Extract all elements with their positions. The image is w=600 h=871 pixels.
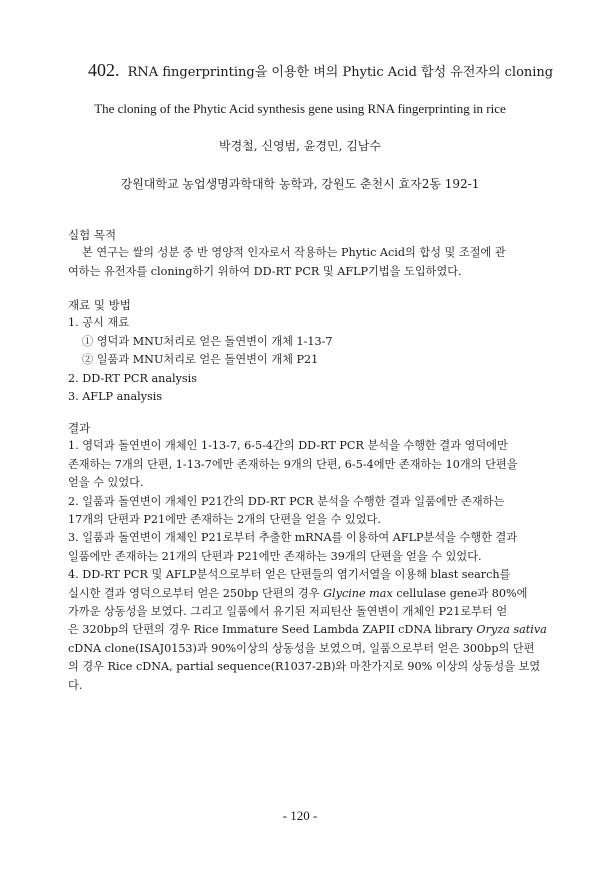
result-line: 1. 영덕과 돌연변이 개체인 1-13-7, 6-5-4간의 DD-RT PCR 분석을 수행한 결과 영덕에만 <box>68 439 508 453</box>
results-heading: 결과 <box>68 421 91 435</box>
objective-line: 여하는 유전자를 cloning하기 위하여 DD-RT PCR 및 AFLP기법을 도입하였다. <box>68 264 462 278</box>
methods-heading: 재료 및 방법 <box>68 298 131 312</box>
objective-heading: 실험 목적 <box>68 228 117 242</box>
english-title: The cloning of the Phytic Acid synthesis gene using RNA fingerprinting in rice <box>94 101 506 116</box>
methods-subitem: ② 일품과 MNU처리로 얻은 돌연변이 개체 P21 <box>82 353 319 367</box>
result-line: cDNA clone(ISAJ0153)과 90%이상의 상동성을 보였으며, 일품으로부터 얻은 300bp의 단편 <box>68 641 535 655</box>
objective-section <box>68 226 553 281</box>
result-line: 얻을 수 있었다. <box>68 476 144 490</box>
methods-item: 3. AFLP analysis <box>68 390 163 404</box>
result-line <box>68 621 553 639</box>
abstract-number: 402. <box>88 60 120 80</box>
result-line: 일품에만 존재하는 21개의 단편과 P21에만 존재하는 39개의 단편을 얻을 수 있었다. <box>68 549 482 563</box>
result-line: 3. 일품과 돌연변이 개체인 P21로부터 추출한 mRNA를 이용하여 AFLP분석을 수행한 결과 <box>68 531 518 545</box>
result-line: 4. DD-RT PCR 및 AFLP분석으로부터 얻은 단편들의 염기서열을 이용해 blast search를 <box>68 568 511 582</box>
korean-title-text: RNA fingerprinting을 이용한 벼의 Phytic Acid 합성 유전자의 cloning <box>127 65 554 80</box>
species-name: Glycine max <box>323 586 393 600</box>
korean-title <box>88 60 568 81</box>
species-name: Oryza sativa <box>476 623 547 637</box>
result-line: 존재하는 7개의 단편, 1-13-7에만 존재하는 9개의 단편, 6-5-4에만 존재하는 10개의 단편을 <box>68 457 518 471</box>
affiliation: 강원대학교 농업생명과학대학 농학과, 강원도 춘천시 효자2동 192-1 <box>120 177 480 191</box>
authors: 박경철, 신영범, 윤경민, 김남수 <box>219 139 381 153</box>
result-text: 은 320bp의 단편의 경우 Rice Immature Seed Lambda ZAPII cDNA library <box>68 623 477 637</box>
results-section <box>68 419 553 695</box>
result-text: 실시한 결과 영덕으로부터 얻은 250bp 단편의 경우 <box>68 586 324 600</box>
result-line: 의 경우 Rice cDNA, partial sequence(R1037-2B)와 마찬가지로 90% 이상의 상동성을 보였 <box>68 660 541 674</box>
page-number: - 120 - <box>282 808 318 823</box>
result-line: 17개의 단편과 P21에만 존재하는 2개의 단편을 얻을 수 있었다. <box>68 513 381 527</box>
result-line: 2. 일품과 돌연변이 개체인 P21간의 DD-RT PCR 분석을 수행한 결과 일품에만 존재하는 <box>68 494 505 508</box>
result-line <box>68 585 553 603</box>
methods-subitem: ① 영덕과 MNU처리로 얻은 돌연변이 개체 1-13-7 <box>82 334 333 348</box>
methods-item: 1. 공시 재료 <box>68 316 130 330</box>
result-line: 가까운 상동성을 보였다. 그리고 일품에서 유기된 저피틴산 돌연변이 개체인 P21로부터 얻 <box>68 605 508 619</box>
methods-section <box>68 296 553 406</box>
methods-item: 2. DD-RT PCR analysis <box>68 371 197 385</box>
result-line: 다. <box>68 678 83 692</box>
objective-line: 본 연구는 쌀의 성분 중 반 영양적 인자로서 작용하는 Phytic Acid의 합성 및 조절에 관 <box>82 246 506 260</box>
result-text: cellulase gene과 80%에 <box>392 586 528 600</box>
